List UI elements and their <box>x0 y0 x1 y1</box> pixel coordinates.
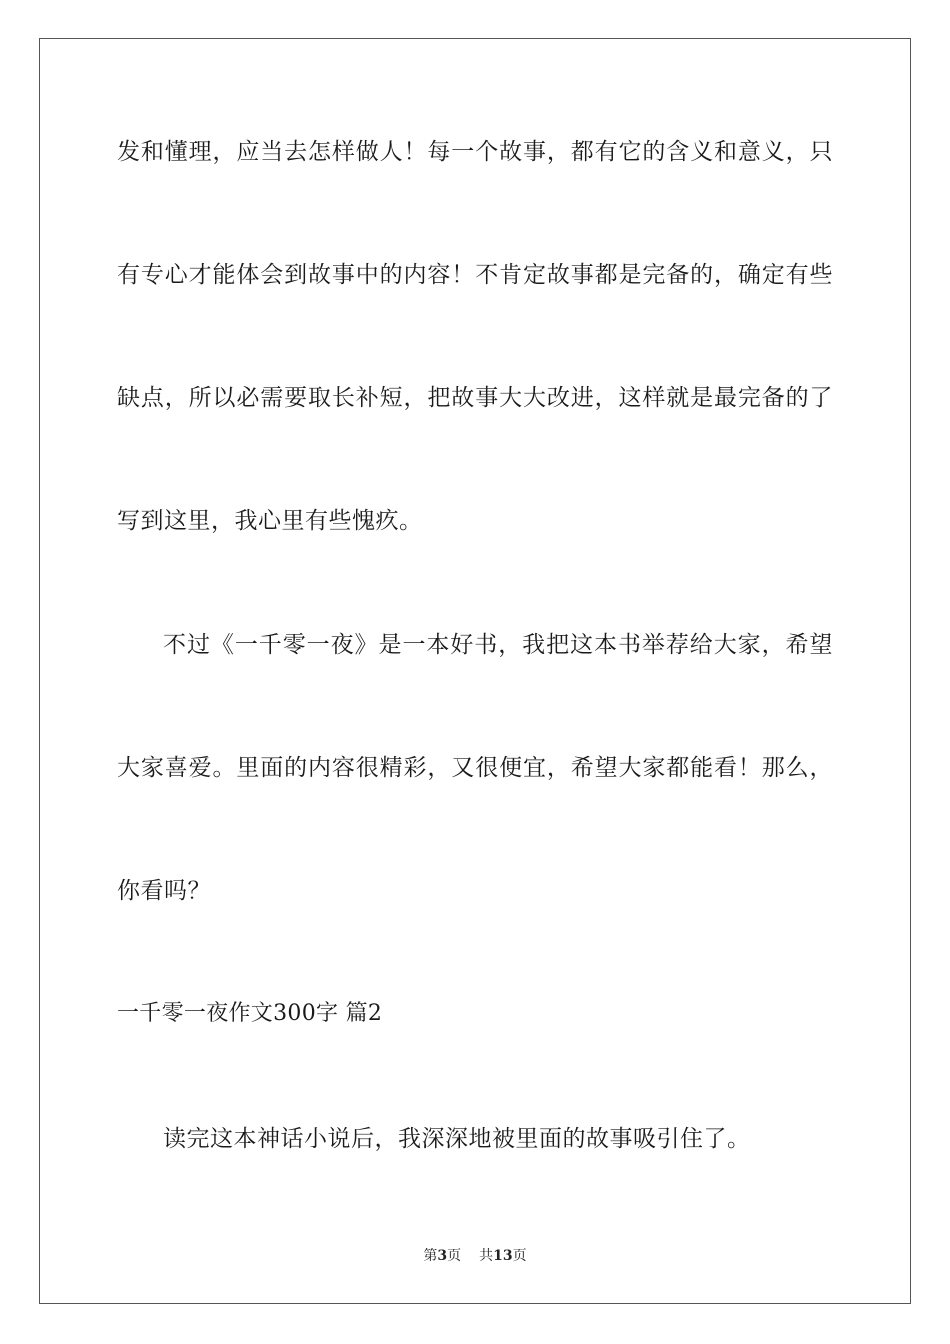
footer-page-number: 3 <box>437 1248 448 1264</box>
body-line-1: 发和懂理，应当去怎样做人！每一个故事，都有它的含义和意义，只 <box>117 139 833 165</box>
body-line-4: 写到这里，我心里有些愧疚。 <box>117 508 423 534</box>
footer-total-suffix: 页 <box>512 1248 527 1264</box>
footer-page-prefix: 第 <box>423 1248 438 1264</box>
page-footer <box>0 1247 950 1265</box>
body-line-3: 缺点，所以必需要取长补短，把故事大大改进，这样就是最完备的了 <box>117 385 833 411</box>
section-heading: 一千零一夜作文300字 篇2 <box>117 1001 383 1026</box>
footer-page-suffix: 页 <box>447 1248 462 1264</box>
body-line-8: 读完这本神话小说后，我深深地被里面的故事吸引住了。 <box>163 1126 751 1152</box>
body-line-5: 不过《一千零一夜》是一本好书，我把这本书举荐给大家，希望 <box>163 632 833 658</box>
page-border <box>39 38 911 1304</box>
footer-total-pages: 13 <box>493 1248 513 1264</box>
body-line-2: 有专心才能体会到故事中的内容！不肯定故事都是完备的，确定有些 <box>117 262 833 288</box>
body-line-6: 大家喜爱。里面的内容很精彩，又很便宜，希望大家都能看！那么， <box>117 755 833 781</box>
body-line-7: 你看吗？ <box>117 878 211 904</box>
footer-total-prefix: 共 <box>479 1248 494 1264</box>
